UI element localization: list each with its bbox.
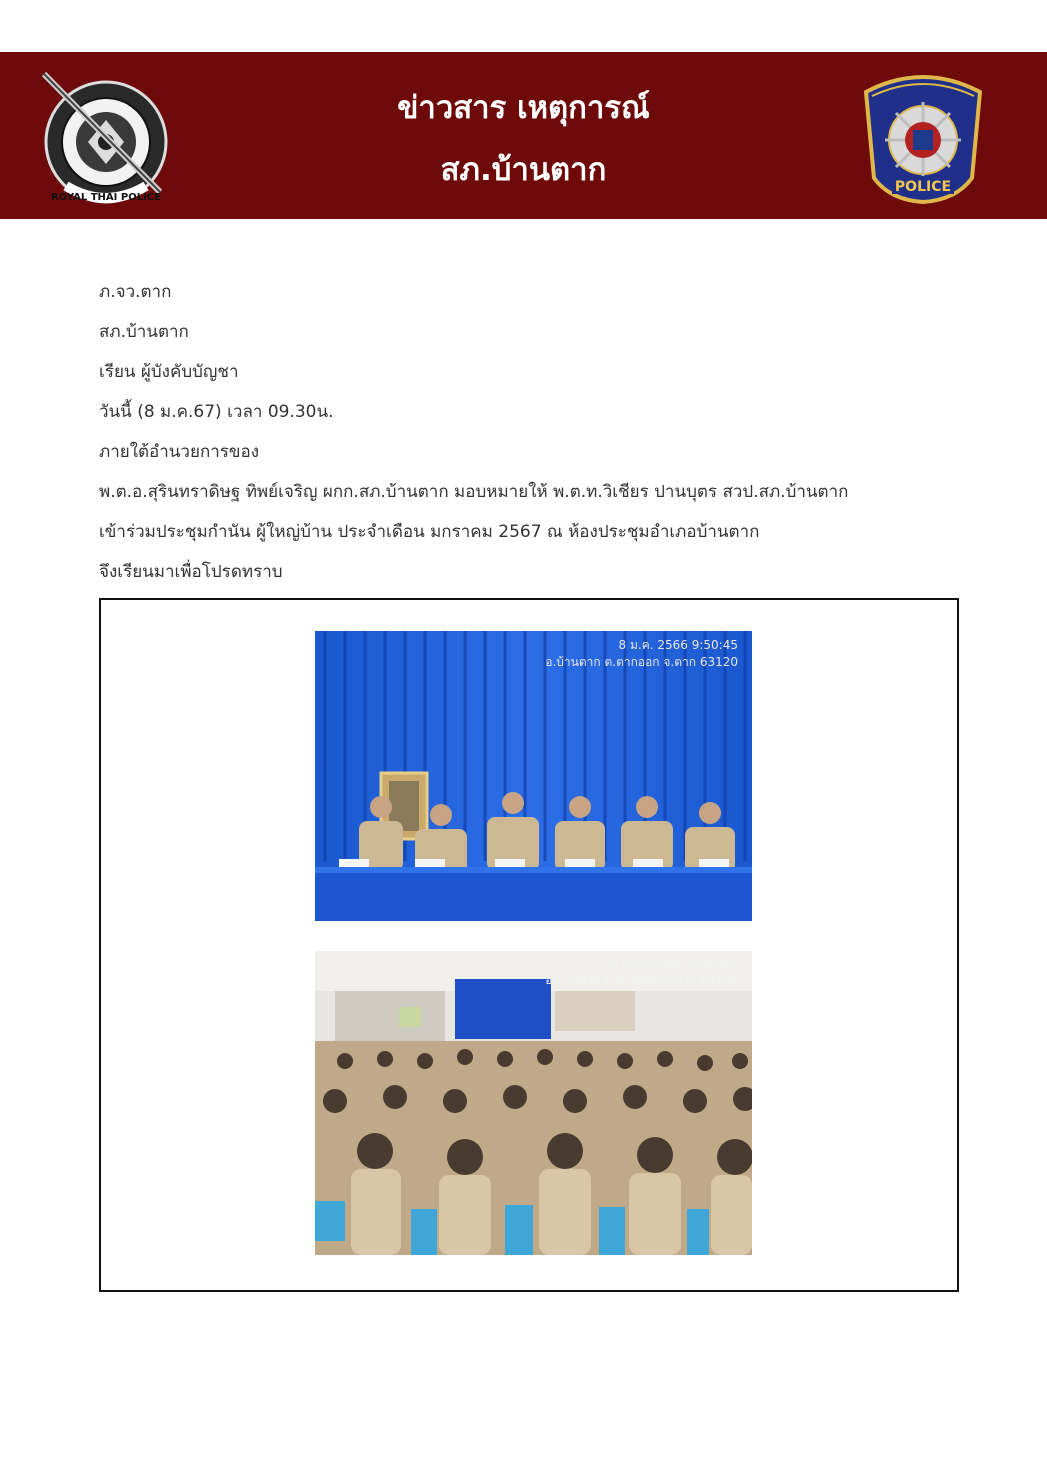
report-line-salutation: เรียน ผู้บังคับบัญชา (99, 362, 239, 382)
meeting-head-table-photo (315, 631, 752, 921)
report-line-division: ภ.จว.ตาก (99, 282, 172, 302)
header-subtitle: สภ.บ้านตาก (440, 152, 607, 188)
report-body (99, 276, 959, 596)
photo-timestamp: 8 ม.ค. 2566 10:02:45 อ.บ้านตาก ต.ตากออก จ.ตาก 63120 (545, 956, 738, 987)
report-line-assignment: พ.ต.อ.สุรินทราดิษฐ ทิพย์เจริญ ผกก.สภ.บ้านตาก มอบหมายให้ พ.ต.ท.วิเชียร ปานบุตร สวป.สภ.บ้านตาก (99, 482, 849, 502)
report-line-station: สภ.บ้านตาก (99, 322, 189, 342)
report-line-under-command: ภายใต้อำนวยการของ (99, 442, 260, 462)
svg-text:POLICE: POLICE (894, 179, 952, 195)
photo-frame (99, 598, 959, 1292)
meeting-audience-photo (315, 951, 752, 1255)
report-line-datetime: วันนี้ (8 ม.ค.67) เวลา 09.30น. (99, 402, 334, 422)
header-title: ข่าวสาร เหตุการณ์ (397, 90, 650, 126)
tak-police-badge (856, 68, 990, 208)
header-banner (0, 52, 1047, 219)
svg-text:ROYAL THAI POLICE: ROYAL THAI POLICE (51, 192, 161, 203)
photo-timestamp: 8 ม.ค. 2566 9:50:45 อ.บ้านตาก ต.ตากออก จ.ตาก 63120 (545, 638, 738, 669)
report-line-meeting: เข้าร่วมประชุมกำนัน ผู้ใหญ่บ้าน ประจำเดือน มกราคม 2567 ณ ห้องประชุมอำเภอบ้านตาก (99, 522, 760, 542)
report-line-closing: จึงเรียนมาเพื่อโปรดทราบ (99, 562, 283, 582)
